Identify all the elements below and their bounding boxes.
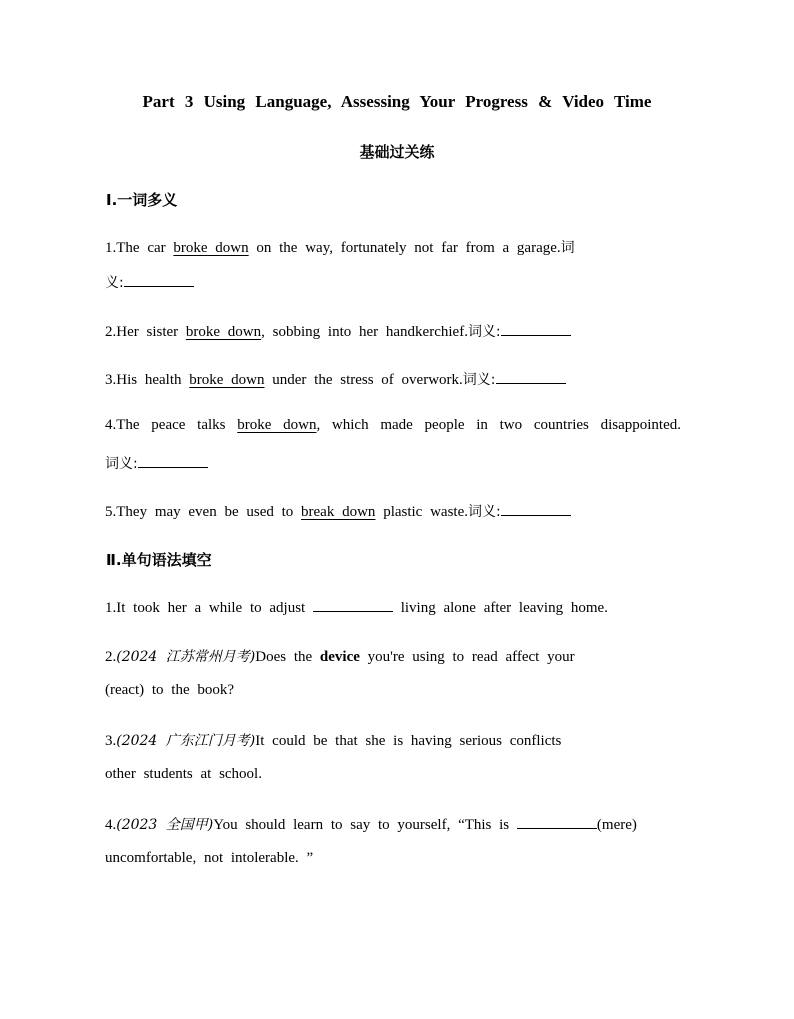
meaning-label: 词义: [468,504,501,520]
sentence-text: on the way, fortunately not far from a garage. [248,240,561,256]
section-heading-polysemy: Ⅰ.一词多义 [106,191,178,209]
target-phrase: broke down [237,417,317,433]
sentence-text: (react) to the book? [105,682,235,698]
answer-blank[interactable] [496,369,566,384]
exercise-2-3-cont [105,766,262,783]
meaning-label: 义: [105,275,124,291]
target-phrase: broke down [173,240,249,256]
sentence-text: , sobbing into her handkerchief. [261,324,468,340]
sentence-text: It could be that she is having serious conflicts [255,733,562,749]
sentence-text: other students at school. [105,766,262,782]
sentence-text: you're using to read affect your [359,649,575,665]
sentence-text: The car [116,240,174,256]
page-subtitle: 基础过关练 [359,143,435,161]
item-number: 1. [105,600,117,616]
sentence-text: They may even be used to [116,504,302,520]
page-title: Part 3 Using Language, Assessing Your Progress & Video Time [142,92,652,111]
meaning-label: 词义: [467,324,501,340]
meaning-label: 词义: [105,456,138,472]
target-phrase: broke down [189,372,265,388]
sentence-text: The peace talks [116,417,238,433]
target-phrase: broke down [185,324,262,340]
exercise-2-2-cont [105,682,234,699]
item-number: 2. [105,649,117,665]
item-number: 1. [105,240,117,256]
sentence-text: Her sister [116,324,186,340]
answer-blank[interactable] [313,597,393,612]
answer-blank[interactable] [501,501,571,516]
sentence-text: under the stress of overwork. [264,372,463,388]
sentence-text: It took her a while to adjust [116,600,313,616]
sentence-text: uncomfortable, not intolerable. ” [105,850,314,866]
answer-blank[interactable] [501,321,571,336]
exercise-2-2 [105,646,575,666]
sentence-text: living alone after leaving home. [392,600,608,616]
exercise-1-4 [105,417,681,434]
exercise-1-3 [105,369,566,389]
sentence-text: (mere) [596,817,637,833]
answer-blank[interactable] [138,453,208,468]
sentence-text: You should learn to say to yourself, “This is [213,817,517,833]
exercise-1-4-cont [105,453,208,473]
answer-blank[interactable] [517,814,597,829]
sentence-text: plastic waste. [375,504,468,520]
item-number: 5. [105,504,117,520]
answer-blank[interactable] [124,272,194,287]
exercise-2-1 [105,597,608,617]
exercise-1-5 [105,501,571,521]
item-number: 3. [105,372,117,388]
meaning-label: 词 [560,240,575,256]
sentence-text: , which made people in two countries disappointed. [316,417,681,433]
exercise-1-2 [105,321,571,341]
item-number: 4. [105,817,117,833]
item-number: 4. [105,417,117,433]
exercise-1-1-cont [105,272,194,292]
item-number: 2. [105,324,117,340]
exercise-2-4 [105,814,637,834]
section-heading-grammar-fill: Ⅱ.单句语法填空 [106,551,212,569]
exercise-1-1 [105,237,575,257]
keyword: device [319,649,360,665]
exercise-2-3 [105,730,561,750]
sentence-text: His health [116,372,190,388]
question-source: (2023 全国甲) [116,817,214,833]
target-phrase: break down [301,504,376,520]
exercise-2-4-cont [105,850,313,867]
item-number: 3. [105,733,117,749]
question-source: (2024 江苏常州月考) [116,649,256,665]
meaning-label: 词义: [462,372,496,388]
sentence-text: Does the [255,649,320,665]
question-source: (2024 广东江门月考) [116,733,256,749]
